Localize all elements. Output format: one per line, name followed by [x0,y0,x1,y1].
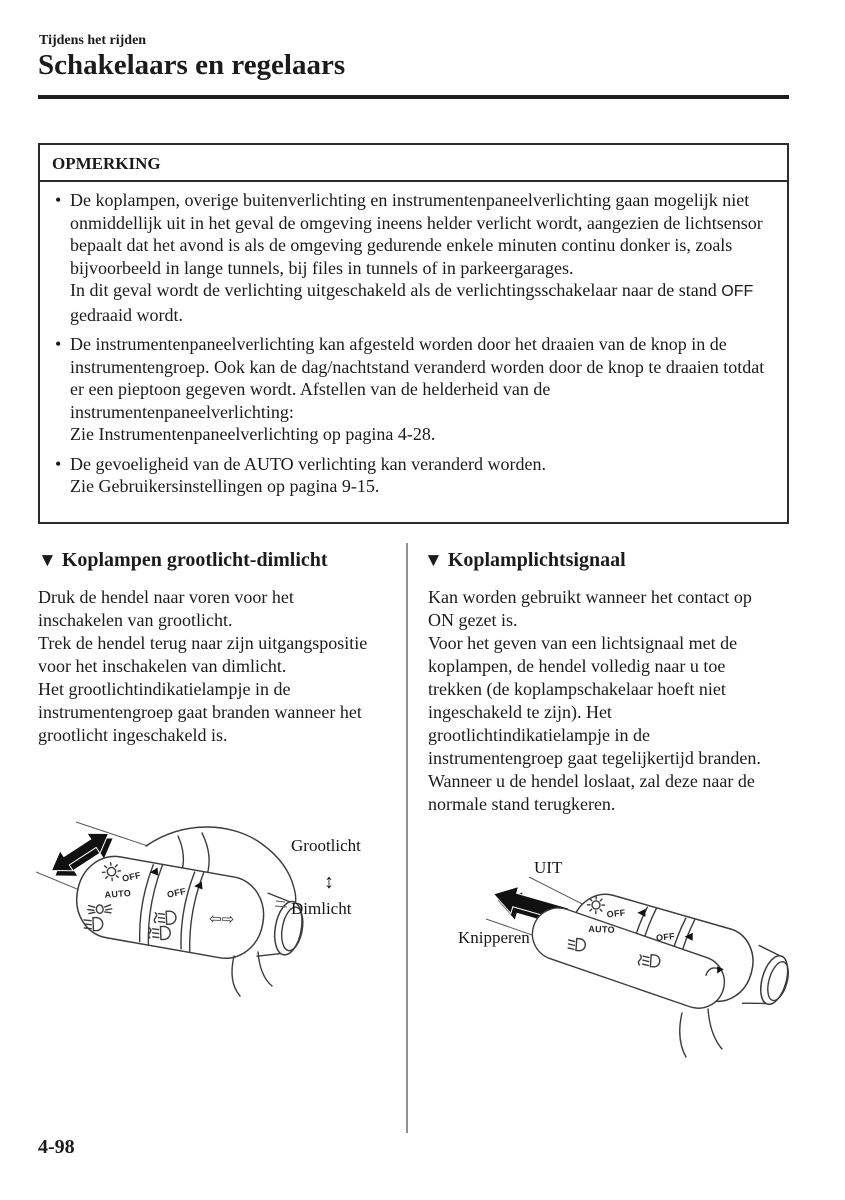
section-heading-koplamplichtsignaal [424,549,626,572]
collar-off-label: OFF [655,931,676,944]
stalk-illustration-right [430,843,826,1078]
collar-auto-label: AUTO [588,923,616,935]
wire-line [680,1013,686,1057]
body-paragraph: Druk de hendel naar voren voor het inschakelen van grootlicht. [38,587,294,630]
bullet-icon: • [55,453,62,474]
note-bullet-2 [55,333,777,446]
page-title: Schakelaars en regelaars [38,49,346,81]
wire-line [708,1009,722,1049]
note-reference: Zie Gebruikersinstellingen op pagina 9-15. [70,476,380,496]
uit-label: UIT [534,858,563,877]
collar-off-label: OFF [606,907,626,920]
right-column-text [428,586,768,816]
chapter-eyebrow: Tijdens het rijden [39,33,147,48]
stalk-body [522,876,796,1032]
note-bullet-3 [55,453,777,498]
note-paragraph: De gevoeligheid van de AUTO verlichting kan veranderd worden. [70,453,547,474]
figure-flash-stalk [430,843,826,1078]
figure-headlight-stalk [28,810,420,1035]
body-paragraph: Voor het geven van een lichtsignaal met de koplampen, de hendel volledig naar u toe trekken (de koplampschakelaar hoeft niet ingeschakeld te zijn). Het grootlichtindikatielampje in de instrumentengroep gaat tegelijkertijd branden. Wanneer u de hendel loslaat, zal deze naar de normale stand terugkeren. [428,633,761,814]
bullet-icon: • [55,334,62,354]
wire-line [258,952,272,986]
wire-line [232,956,240,996]
collar-off-label: OFF [121,870,142,884]
collar-off-label: OFF [166,886,187,900]
section-marker-icon: ▼ [424,550,443,571]
left-column-text [38,586,378,747]
page-number: 4-98 [38,1136,75,1158]
body-paragraph: Kan worden gebruikt wanneer het contact op ON gezet is. [428,587,752,630]
turn-signal-arrows-icon: ⇦⇨ [208,909,235,929]
note-paragraph [70,279,770,326]
knipperen-label: Knipperen [458,928,530,947]
section-marker-icon: ▼ [38,550,57,571]
section-title: Koplampen grootlicht-dimlicht [61,549,328,571]
note-paragraph: De instrumentenpaneelverlichting kan afgesteld worden door het draaien van de knop in de instrumentengroep. Ook kan de dag/nachtstand veranderd worden door de knop te draaien totdat er een pieptoon gegeven wordt. Afstellen van de helderheid van de instrumentenpaneelverlichting: [70,334,765,422]
note-paragraph: De koplampen, overige buitenverlichting en instrumentenpaneelverlichting gaan mogelijk niet onmiddellijk uit in het geval de omgeving ineens helder verlicht wordt, aangezien de lichtsensor bepaalt dat het avond is als de omgeving gedurende enkele minuten continu donker is, zoals bijvoorbeeld in lange tunnels, bij files in tunnels of in parkeergarages. [70,190,763,278]
title-rule [38,95,789,99]
off-position-label: OFF [721,283,754,300]
stalk-illustration-left [28,810,420,1035]
note-text-segment: In dit geval wordt de verlichting uitgeschakeld als de verlichtingsschakelaar naar de stand [70,280,722,300]
note-box-body [40,182,787,498]
note-bullet-1 [55,189,777,326]
note-bullet-2-text [70,333,770,446]
bullet-icon: • [55,190,62,210]
body-paragraph: Trek de hendel terug naar zijn uitgangspositie voor het inschakelen van dimlicht. [38,633,368,676]
dimlicht-label: Dimlicht [291,899,352,918]
collar-auto-label: AUTO [104,888,132,900]
note-box [38,143,789,524]
note-reference: Zie Instrumentenpaneelverlichting op pagina 4-28. [70,424,436,444]
section-title: Koplamplichtsignaal [447,549,626,571]
grootlicht-label: Grootlicht [291,836,361,855]
stalk-body [70,851,309,971]
body-paragraph: Het grootlichtindikatielampje in de instrumentengroep gaat branden wanneer het grootlicht ingeschakeld is. [38,679,362,745]
note-box-title: OPMERKING [40,145,787,182]
note-bullet-3-text [70,453,770,498]
note-bullet-1-text [70,189,770,326]
note-text-segment: gedraaid wordt. [70,304,183,325]
up-down-arrow-icon: ↕ [324,871,334,893]
section-heading-grootlicht-dimlicht [38,549,328,572]
